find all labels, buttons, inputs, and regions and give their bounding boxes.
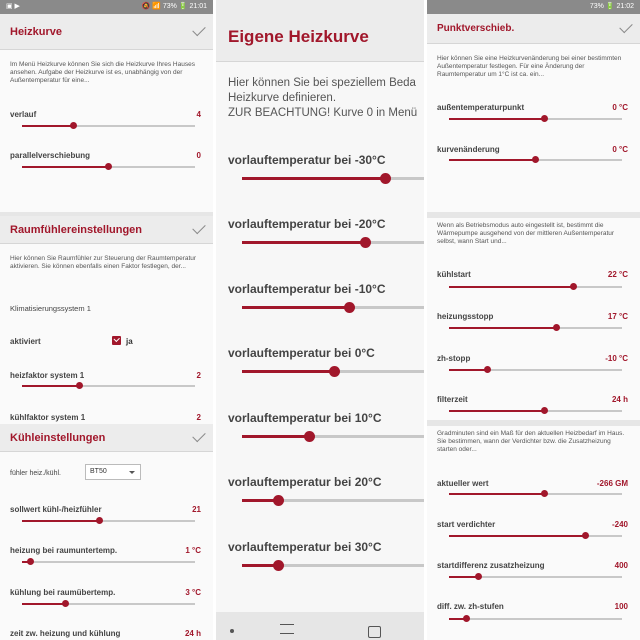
row-value: 3 °C (185, 588, 201, 597)
verlauf-slider[interactable] (22, 125, 195, 127)
slider-handle[interactable] (475, 573, 482, 580)
betrieb-section (427, 218, 640, 420)
row-value: 24 h (611, 395, 628, 404)
nav-dot-icon[interactable] (230, 629, 234, 633)
row-label: diff. zw. zh-stufen (437, 602, 504, 611)
slider-fill (449, 118, 544, 120)
slider-fill (242, 435, 309, 438)
confirm-check-icon[interactable] (192, 429, 205, 442)
confirm-check-icon[interactable] (619, 20, 632, 33)
group-label: Klimatisierungssystem 1 (10, 304, 91, 313)
vorlauf-minus10-slider[interactable] (242, 306, 424, 309)
row-label: vorlauftemperatur bei -10°C (228, 282, 386, 296)
vorlauf-0-slider[interactable] (242, 370, 424, 373)
aktiviert-checkbox[interactable] (112, 336, 121, 345)
raumuebertemp-slider[interactable] (22, 603, 195, 605)
heizfaktor-slider[interactable] (22, 385, 195, 387)
row-value: 100 (614, 602, 628, 611)
zh-stopp-slider[interactable] (449, 369, 622, 371)
row-value: 2 (196, 413, 201, 422)
status-icons-right: 73% 🔋 21:02 (589, 3, 634, 10)
kuehlstart-slider[interactable] (449, 286, 622, 288)
row-value: 0 °C (612, 145, 628, 154)
kurvenaenderung-slider[interactable] (449, 159, 622, 161)
slider-handle[interactable] (570, 283, 577, 290)
slider-handle[interactable] (541, 115, 548, 122)
slider-fill (22, 520, 100, 522)
row-label: vorlauftemperatur bei -30°C (228, 153, 386, 167)
intro-line: Hier können Sie bei speziellem Beda (228, 77, 416, 89)
slider-fill (22, 603, 65, 605)
slider-fill (22, 385, 79, 387)
row-label: filterzeit (437, 395, 468, 404)
vorlauf-30-slider[interactable] (242, 564, 424, 567)
aktiviert-label: aktiviert (10, 337, 41, 346)
slider-handle[interactable] (70, 122, 77, 129)
slider-handle[interactable] (582, 532, 589, 539)
vorlauf-20-slider[interactable] (242, 499, 424, 502)
row-label: parallelverschiebung (10, 151, 91, 160)
row-value: 21 (192, 505, 201, 514)
row-value: 400 (614, 561, 628, 570)
sollwert-slider[interactable] (22, 520, 195, 522)
checkbox-label: ja (126, 337, 133, 346)
heizkurve-section (0, 50, 213, 212)
section-description: Im Menü Heizkurve können Sie sich die Heizkurve Ihres Hauses ansehen. Aufgabe der Heizkurve ist es, unabhängig von der Außentemperatur für eine... (10, 61, 195, 84)
slider-handle[interactable] (463, 615, 470, 622)
slider-handle[interactable] (380, 173, 391, 184)
custom-curve-panel (216, 0, 424, 640)
slider-fill (449, 159, 536, 161)
slider-fill (449, 410, 544, 412)
slider-handle[interactable] (532, 156, 539, 163)
slider-fill (449, 327, 556, 329)
kuehl-header[interactable] (0, 424, 213, 452)
raumfuehler-section (0, 244, 213, 424)
row-label: außentemperaturpunkt (437, 103, 525, 112)
slider-fill (449, 493, 544, 495)
row-label: kühlfaktor system 1 (10, 413, 86, 422)
raumfuehler-title: Raumfühlereinstellungen (10, 224, 143, 236)
row-label: heizfaktor system 1 (10, 371, 85, 380)
vorlauf-10-slider[interactable] (242, 435, 424, 438)
row-value: 22 °C (607, 270, 628, 279)
status-bar (0, 0, 213, 14)
parallelverschiebung-slider[interactable] (22, 166, 195, 168)
row-label: vorlauftemperatur bei 0°C (228, 346, 375, 360)
row-label: verlauf (10, 110, 37, 119)
row-label: start verdichter (437, 520, 496, 529)
slider-handle[interactable] (105, 163, 112, 170)
slider-handle[interactable] (62, 600, 69, 607)
slider-handle[interactable] (273, 495, 284, 506)
row-value: 0 °C (612, 103, 628, 112)
row-value: 0 (196, 151, 201, 160)
raumfuehler-header[interactable] (0, 216, 213, 244)
vorlauf-minus30-slider[interactable] (242, 177, 424, 180)
row-value: -240 (611, 520, 628, 529)
status-icons-left: ▣ ▶ (6, 3, 20, 10)
home-square-icon[interactable] (368, 626, 381, 638)
select-value: BT50 (90, 468, 107, 475)
dropdown-label: fühler heiz./kühl. (10, 470, 61, 477)
startdifferenz-slider[interactable] (449, 576, 622, 578)
slider-fill (242, 370, 335, 373)
row-label: vorlauftemperatur bei -20°C (228, 217, 386, 231)
row-label: vorlauftemperatur bei 30°C (228, 540, 382, 554)
row-label: heizungsstopp (437, 312, 494, 321)
custom-curve-title: Eigene Heizkurve (228, 27, 369, 46)
slider-handle[interactable] (484, 366, 491, 373)
slider-fill (449, 535, 586, 537)
section-description: Hier können Sie eine Heizkurvenänderung bei einer bestimmten Außentemperatur festlegen. Für eine Änderung der Raumtemperatur um 1°C ist ca. ein... (437, 55, 622, 78)
slider-handle[interactable] (541, 407, 548, 414)
custom-curve-intro (228, 76, 424, 121)
heizkurve-title: Heizkurve (10, 26, 62, 38)
row-label: sollwert kühl-/heizfühler (10, 505, 102, 514)
confirm-check-icon[interactable] (192, 23, 205, 36)
row-label: kühlung bei raumübertemp. (10, 588, 116, 597)
slider-handle[interactable] (344, 302, 355, 313)
row-value: 4 (196, 110, 201, 119)
punkt-title: Punktverschieb. (437, 23, 515, 34)
slider-handle[interactable] (27, 558, 34, 565)
punkt-section (427, 44, 640, 212)
recent-apps-icon[interactable] (280, 624, 294, 634)
slider-handle[interactable] (304, 431, 315, 442)
row-label: zh-stopp (437, 354, 471, 363)
row-label: kühlstart (437, 270, 471, 279)
slider-handle[interactable] (273, 560, 284, 571)
row-value: 2 (196, 371, 201, 380)
row-label: aktueller wert (437, 479, 489, 488)
settings-panel-right (427, 0, 640, 640)
slider-fill (242, 177, 386, 180)
slider-fill (449, 286, 574, 288)
slider-handle[interactable] (553, 324, 560, 331)
slider-fill (242, 241, 366, 244)
row-value: 17 °C (607, 312, 628, 321)
gradminuten-section (427, 426, 640, 640)
heizungsstopp-slider[interactable] (449, 327, 622, 329)
row-label: kurvenänderung (437, 145, 500, 154)
status-bar (427, 0, 640, 14)
slider-handle[interactable] (96, 517, 103, 524)
section-description: Hier können Sie Raumfühler zur Steuerung der Raumtemperatur aktivieren. Sie können ebenfalls einen Faktor festlegen, der... (10, 255, 197, 270)
intro-line: ZUR BEACHTUNG! Kurve 0 in Menü (228, 107, 418, 119)
fuehler-select[interactable] (85, 464, 141, 480)
slider-fill (22, 166, 109, 168)
start-verdichter-slider[interactable] (449, 535, 622, 537)
heizkurve-header[interactable] (0, 14, 213, 50)
navigation-bar (216, 612, 424, 640)
slider-handle[interactable] (76, 382, 83, 389)
row-label: startdifferenz zusatzheizung (437, 561, 545, 570)
slider-fill (242, 306, 349, 309)
status-icons-right: 🔕 📶 73% 🔋 21:01 (141, 3, 207, 10)
kuehl-title: Kühleinstellungen (10, 432, 106, 444)
raumuntertemp-slider[interactable] (22, 561, 195, 563)
aussentemperaturpunkt-slider[interactable] (449, 118, 622, 120)
settings-panel-left (0, 0, 213, 640)
row-value: 24 h (184, 629, 201, 638)
section-description: Gradminuten sind ein Maß für den aktuellen Heizbedarf im Haus. Sie bestimmen, wann der Verdichter bzw. die Zusatzheizung starten oder... (437, 430, 625, 453)
row-label: zeit zw. heizung und kühlung (10, 629, 121, 638)
slider-handle[interactable] (541, 490, 548, 497)
intro-line: Heizkurve definieren. (228, 92, 337, 104)
slider-fill (22, 125, 74, 127)
section-description: Wenn als Betriebsmodus auto eingestellt ist, bestimmt die Wärmepumpe ausgehend von der mittleren Außentemperatur selbst, wann Start und... (437, 222, 615, 245)
row-value: 1 °C (185, 546, 201, 555)
punkt-header[interactable] (427, 14, 640, 44)
aktueller-wert-slider[interactable] (449, 493, 622, 495)
custom-curve-header (216, 0, 424, 62)
row-value: -10 °C (605, 354, 628, 363)
slider-fill (449, 369, 487, 371)
kuehl-section (0, 452, 213, 640)
row-label: vorlauftemperatur bei 20°C (228, 475, 382, 489)
row-label: heizung bei raumuntertemp. (10, 546, 118, 555)
vorlauf-minus20-slider[interactable] (242, 241, 424, 244)
row-label: vorlauftemperatur bei 10°C (228, 411, 382, 425)
chevron-down-icon (129, 471, 135, 474)
slider-fill (449, 576, 478, 578)
row-value: -266 GM (596, 479, 628, 488)
confirm-check-icon[interactable] (192, 221, 205, 234)
diff-zh-stufen-slider[interactable] (449, 618, 622, 620)
slider-handle[interactable] (360, 237, 371, 248)
slider-handle[interactable] (329, 366, 340, 377)
filterzeit-slider[interactable] (449, 410, 622, 412)
